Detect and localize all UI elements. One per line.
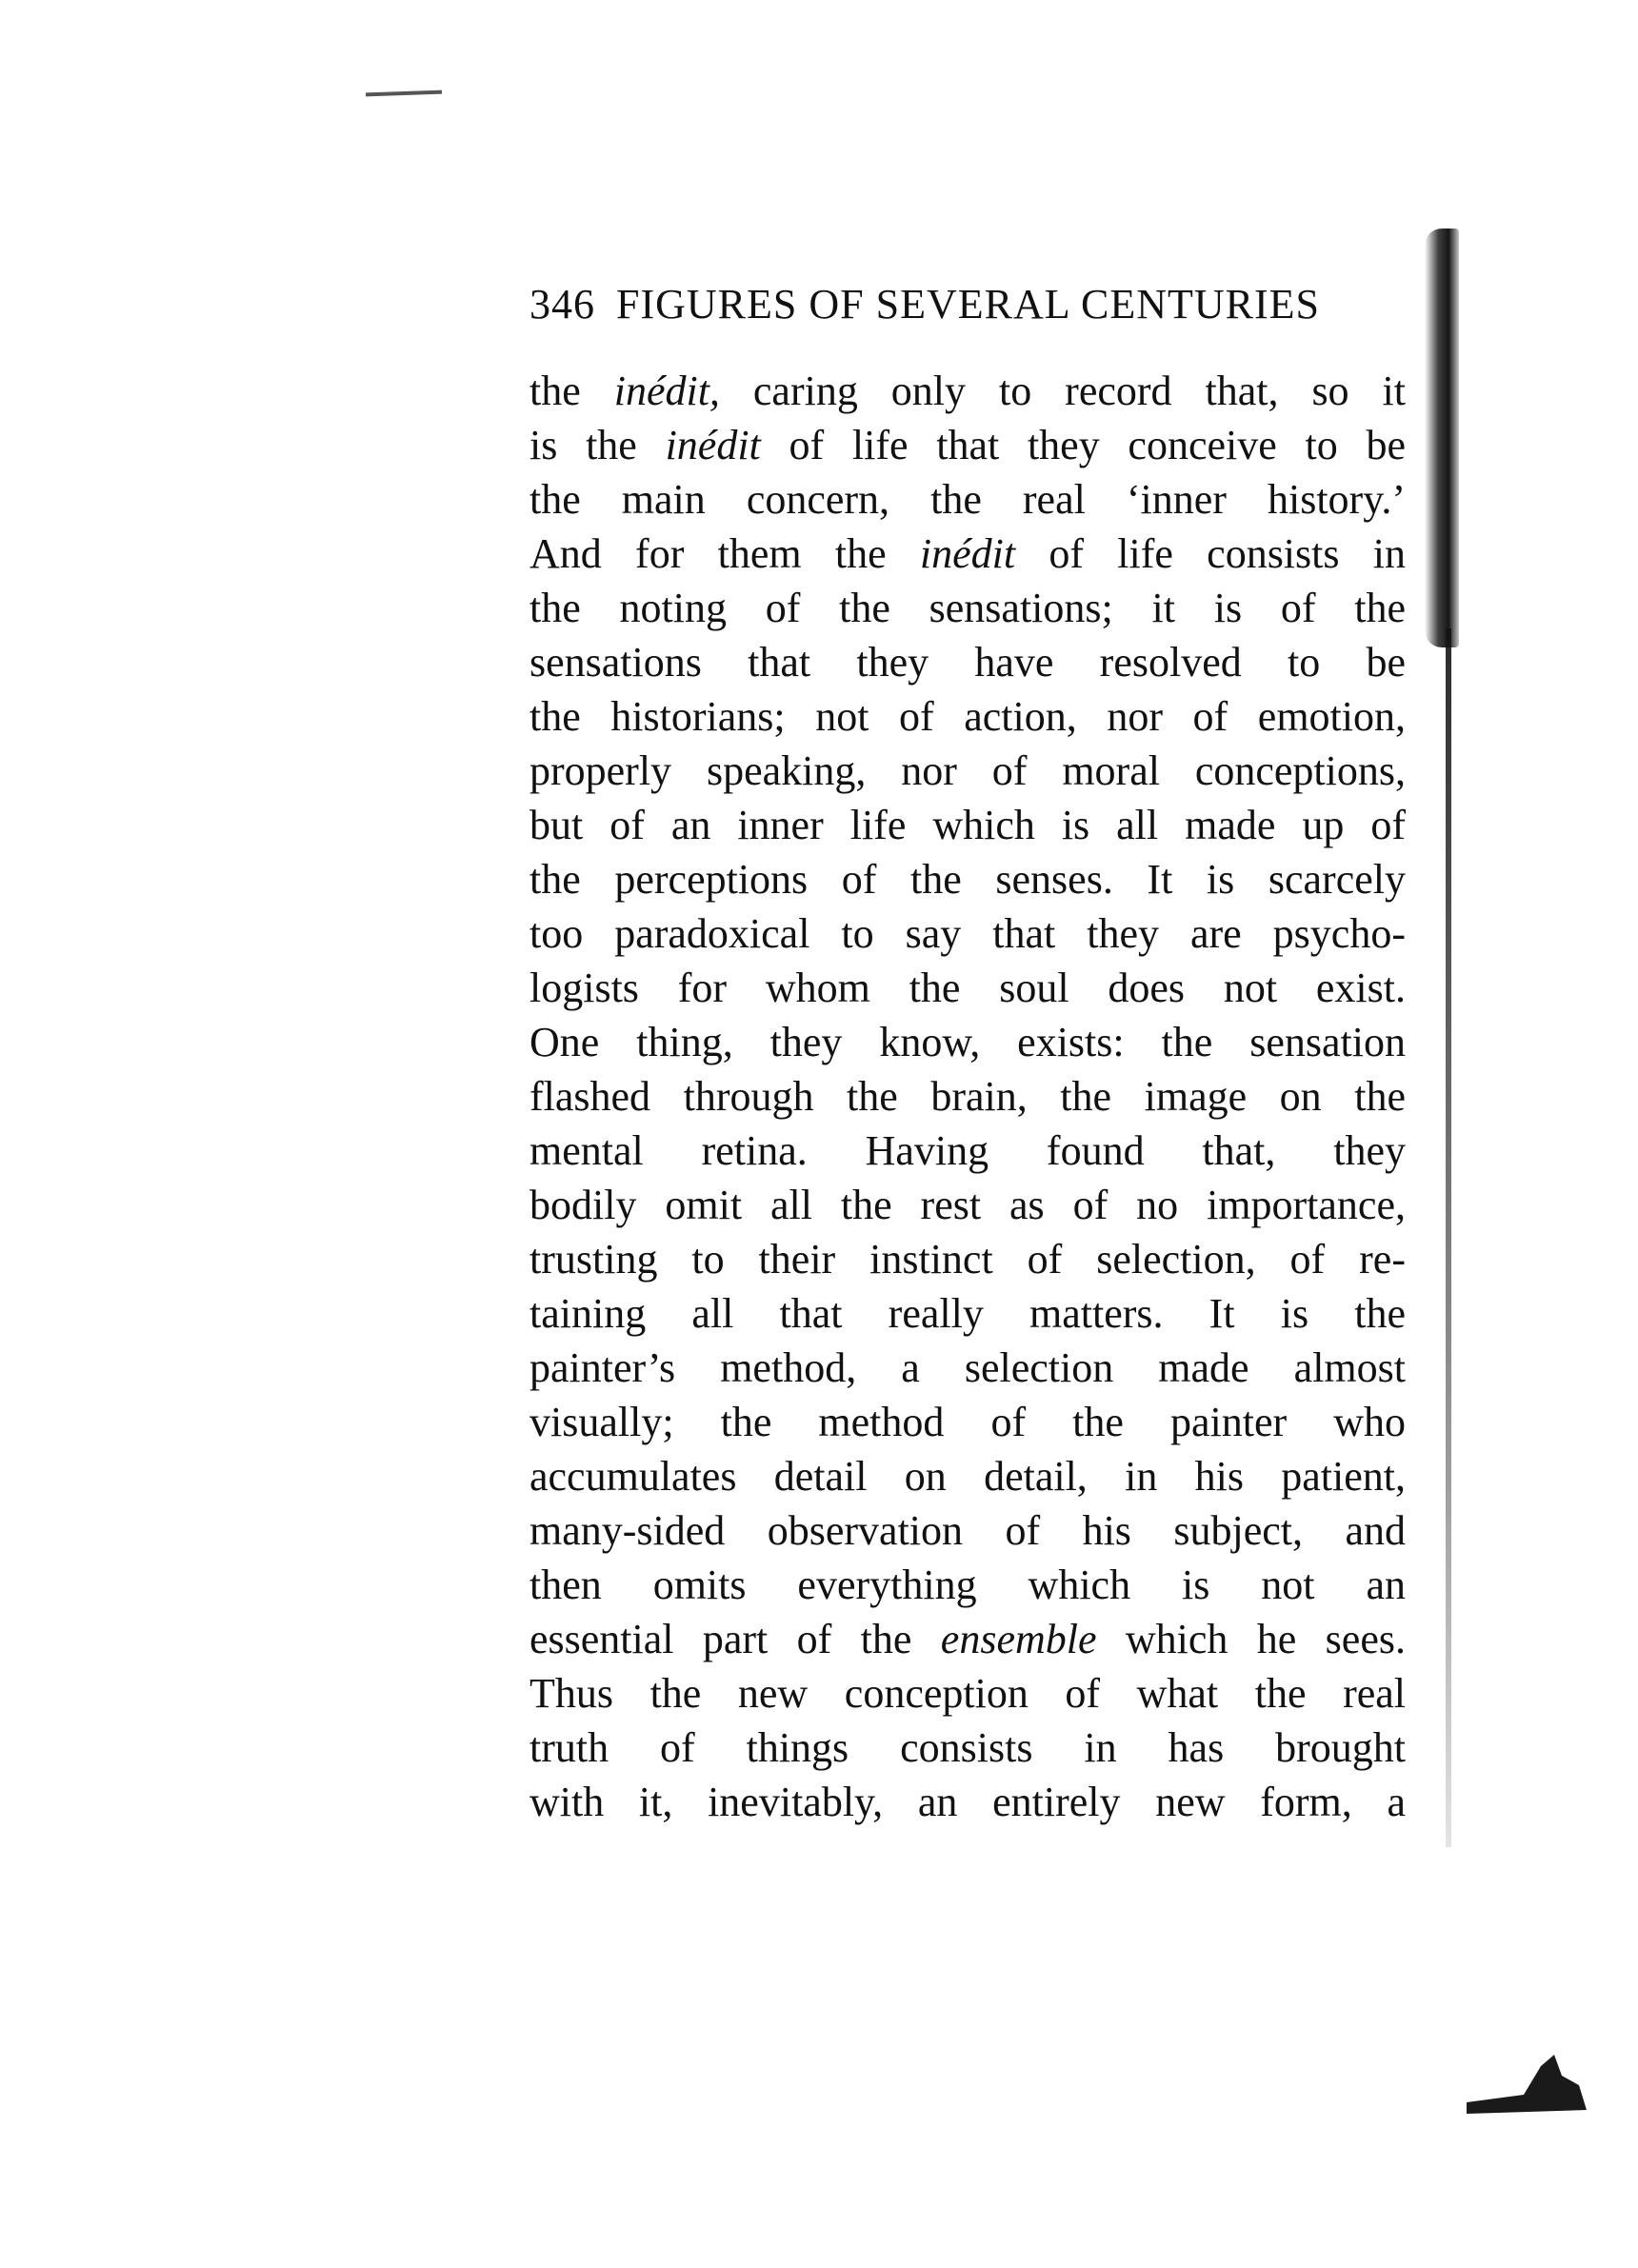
text-segment: trusting to their instinct of selection, of re- (529, 1236, 1406, 1283)
text-segment: Thus the new conception of what the real (529, 1670, 1406, 1717)
text-segment: is the (529, 422, 666, 468)
text-segment: One thing, they know, exists: the sensation (529, 1019, 1406, 1065)
text-line (529, 1395, 1406, 1449)
text-line (529, 1015, 1406, 1069)
text-segment: essential part of the (529, 1616, 941, 1662)
binding-edge (1446, 628, 1451, 1847)
text-segment: flashed through the brain, the image on the (529, 1073, 1406, 1120)
text-line (529, 1069, 1406, 1124)
text-segment: the perceptions of the senses. It is scarcely (529, 856, 1406, 903)
text-line (529, 852, 1406, 906)
text-segment: caring only to record that, so it (719, 368, 1406, 414)
text-segment: with it, inevitably, an entirely new form, a (529, 1779, 1406, 1825)
text-line (529, 1341, 1406, 1395)
text-line (529, 798, 1406, 852)
text-segment: mental retina. Having found that, they (529, 1127, 1406, 1174)
text-line (529, 1286, 1406, 1341)
italic-term: ensemble (940, 1616, 1097, 1662)
text-segment: sensations that they have resolved to be (529, 639, 1406, 686)
text-segment: properly speaking, nor of moral conceptions, (529, 747, 1406, 794)
text-line (529, 1558, 1406, 1612)
text-line (529, 906, 1406, 961)
text-line (529, 635, 1406, 689)
text-line (529, 1612, 1406, 1666)
binding-shadow (1425, 229, 1459, 647)
scan-artifact-mark (366, 90, 442, 97)
text-line (529, 581, 1406, 635)
text-line (529, 1449, 1406, 1503)
text-segment: the noting of the sensations; it is of the (529, 585, 1406, 631)
text-line (529, 1232, 1406, 1286)
text-line (529, 418, 1406, 472)
text-segment: of life consists in (1015, 530, 1406, 577)
italic-term: inédit (919, 530, 1016, 577)
text-segment: And for them the (529, 530, 920, 577)
text-segment: taining all that really matters. It is the (529, 1290, 1406, 1337)
text-line (529, 1666, 1406, 1721)
page-number: 346 (529, 281, 595, 328)
text-line (529, 1721, 1406, 1775)
body-text (529, 364, 1406, 1829)
text-segment: accumulates detail on detail, in his patient, (529, 1453, 1406, 1500)
text-segment: truth of things consists in has brought (529, 1724, 1406, 1771)
text-line (529, 744, 1406, 798)
text-line (529, 527, 1406, 581)
text-segment: the main concern, the real ‘inner history.’ (529, 476, 1406, 523)
italic-term: inédit, (613, 368, 720, 414)
text-segment: painter’s method, a selection made almost (529, 1344, 1406, 1391)
text-line (529, 961, 1406, 1015)
text-segment: many-sided observation of his subject, and (529, 1507, 1406, 1554)
text-segment: the (529, 368, 614, 414)
text-line (529, 1503, 1406, 1558)
text-segment: the historians; not of action, nor of emotion, (529, 693, 1406, 740)
text-segment: bodily omit all the rest as of no importance, (529, 1182, 1406, 1228)
running-title: FIGURES OF SEVERAL CENTURIES (616, 281, 1320, 328)
text-line (529, 689, 1406, 744)
text-segment: too paradoxical to say that they are psycho- (529, 910, 1406, 957)
text-segment: which he sees. (1096, 1616, 1406, 1662)
text-segment: then omits everything which is not an (529, 1562, 1406, 1608)
text-line (529, 1178, 1406, 1232)
running-header (529, 278, 1406, 331)
text-segment: but of an inner life which is all made up of (529, 802, 1406, 848)
text-line (529, 1124, 1406, 1178)
text-segment: visually; the method of the painter who (529, 1399, 1406, 1445)
text-segment: of life that they conceive to be (760, 422, 1406, 468)
italic-term: inédit (665, 422, 761, 468)
text-segment: logists for whom the soul does not exist. (529, 965, 1406, 1011)
page-corner-artifact (1467, 2047, 1590, 2114)
text-line (529, 1775, 1406, 1829)
text-line (529, 472, 1406, 527)
text-line (529, 364, 1406, 418)
